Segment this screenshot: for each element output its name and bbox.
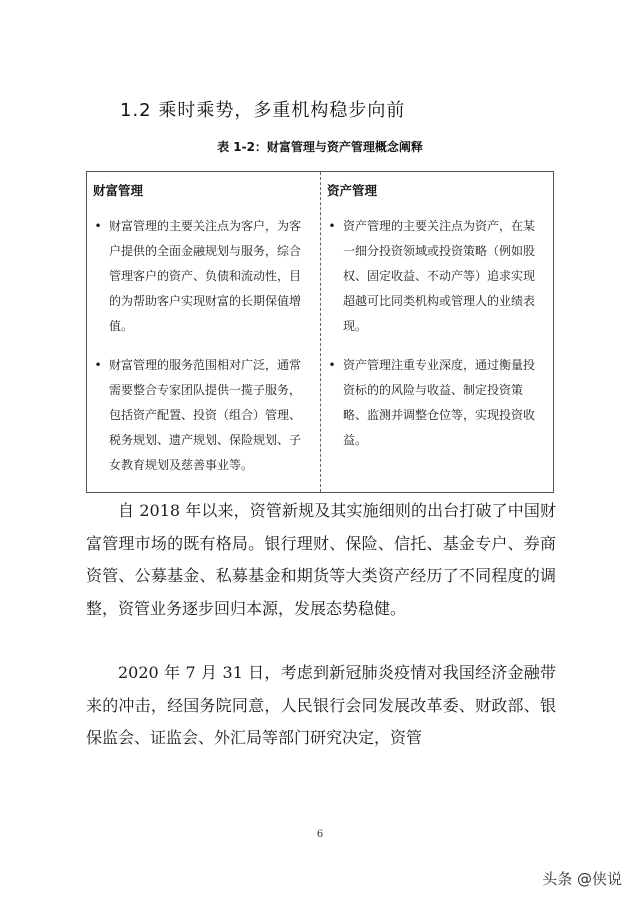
bullet-dot: • xyxy=(328,219,336,233)
page-number: 6 xyxy=(316,829,324,840)
section-heading: 1.2 乘时乘势，多重机构稳步向前 xyxy=(120,100,406,121)
bullet-text: 资产管理注重专业深度，通过衡量投资标的的风险与收益、制定投资策略、监测并调整仓位等，实现投资收益。 xyxy=(343,358,536,447)
table-caption: 表 1-2：财富管理与资产管理概念阐释 xyxy=(217,140,423,154)
comparison-table xyxy=(86,171,554,493)
asset-management-column xyxy=(320,172,553,492)
bullet-text: 财富管理的服务范围相对广泛，通常需要整合专家团队提供一揽子服务，包括资产配置、投资（组合）管理、税务规划、遗产规划、保险规划、子女教育规划及慈善事业等。 xyxy=(109,358,302,472)
column-header-wealth-management: 财富管理 xyxy=(93,183,144,198)
source-watermark: 头条 @侠说 xyxy=(542,870,622,888)
wealth-management-column xyxy=(87,172,320,492)
body-paragraph: 自 2018 年以来，资管新规及其实施细则的出台打破了中国财富管理市场的既有格局。银行理财、保险、信托、基金专户、券商资管、公募基金、私募基金和期货等大类资产经历了不同程度的调整，资管业务逐步回归本源，发展态势稳健。 xyxy=(86,501,556,618)
bullet-item xyxy=(321,214,549,339)
bullet-item xyxy=(321,353,549,453)
bullet-dot: • xyxy=(94,219,102,233)
column-header-asset-management: 资产管理 xyxy=(327,183,378,198)
bullet-item xyxy=(87,353,316,478)
bullet-dot: • xyxy=(94,358,102,372)
body-paragraph: 2020 年 7 月 31 日，考虑到新冠肺炎疫情对我国经济金融带来的冲击，经国务院同意，人民银行会同发展改革委、财政部、银保监会、证监会、外汇局等部门研究决定，资管 xyxy=(86,663,556,747)
bullet-item xyxy=(87,214,316,339)
bullet-dot: • xyxy=(328,358,336,372)
bullet-text: 资产管理的主要关注点为资产，在某一细分投资领域或投资策略（例如股权、固定收益、不动产等）追求实现超越可比同类机构或管理人的业绩表现。 xyxy=(343,219,536,333)
bullet-text: 财富管理的主要关注点为客户，为客户提供的全面金融规划与服务，综合管理客户的资产、负债和流动性，目的为帮助客户实现财富的长期保值增值。 xyxy=(109,219,302,333)
